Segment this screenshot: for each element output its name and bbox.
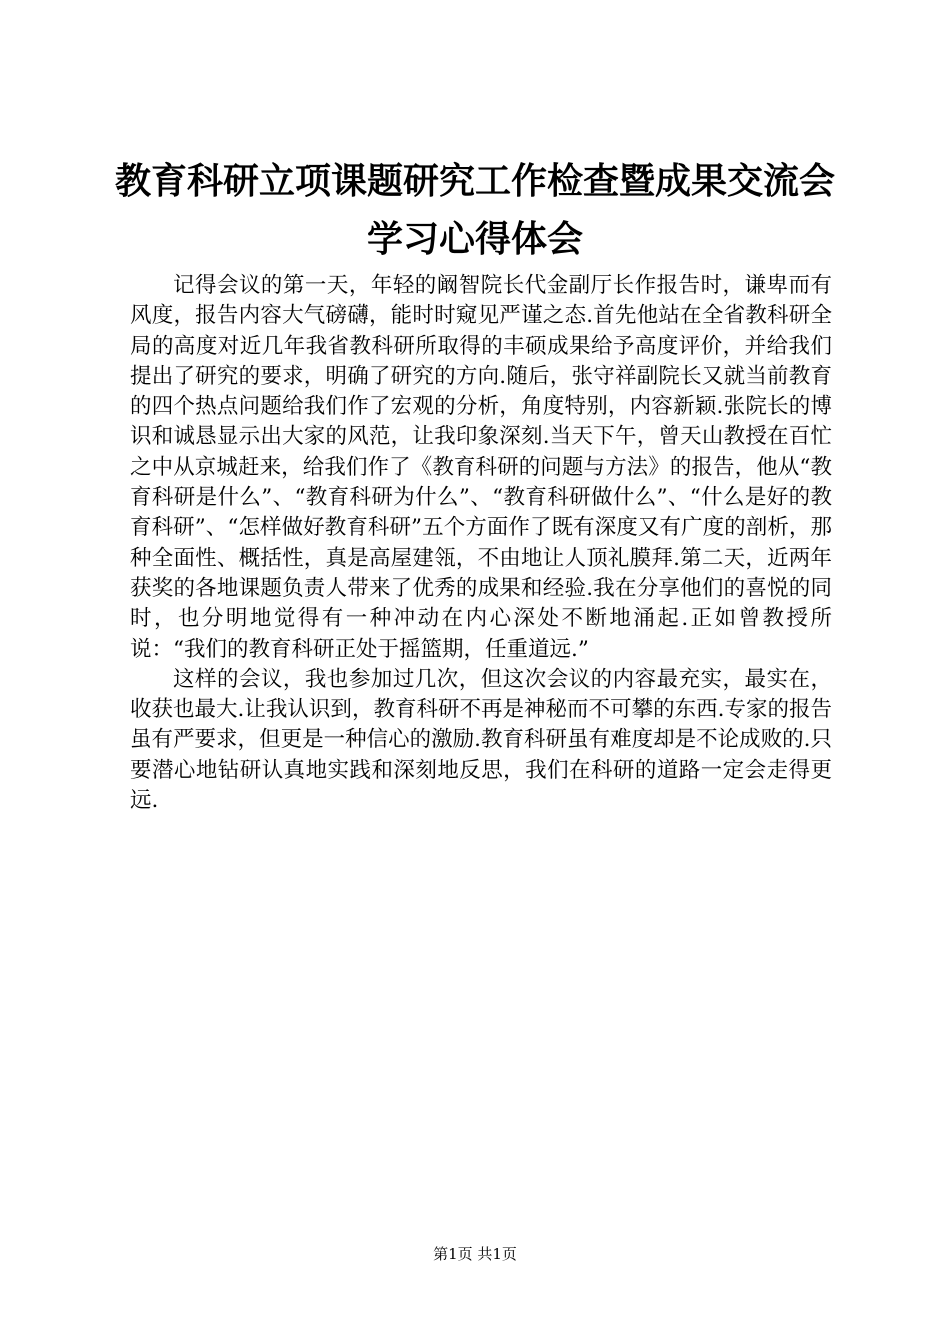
paragraph: 这样的会议，我也参加过几次，但这次会议的内容最充实，最实在，收获也最大.让我认识到，教育科研不再是神秘而不可攀的东西.专家的报告虽有严要求，但更是一种信心的激励.教育科研虽有难度却是不论成败的.只要潜心地钻研认真地实践和深刻地反思，我们在科研的道路一定会走得更远. <box>130 666 832 814</box>
paragraph: 记得会议的第一天，年轻的阚智院长代金副厅长作报告时，谦卑而有风度，报告内容大气磅礴，能时时窥见严谨之态.首先他站在全省教科研全局的高度对近几年我省教科研所取得的丰硕成果给予高度评价，并给我们提出了研究的要求，明确了研究的方向.随后，张守祥副院长又就当前教育的四个热点问题给我们作了宏观的分析，角度特别，内容新颖.张院长的博识和诚恳显示出大家的风范，让我印象深刻.当天下午，曾天山教授在百忙之中从京城赶来，给我们作了《教育科研的问题与方法》的报告，他从“教育科研是什么”、“教育科研为什么”、“教育科研做什么”、“什么是好的教育科研”、“怎样做好教育科研”五个方面作了既有深度又有广度的剖析，那种全面性、概括性，真是高屋建瓴，不由地让人顶礼膜拜.第二天，近两年获奖的各地课题负责人带来了优秀的成果和经验.我在分享他们的喜悦的同时，也分明地觉得有一种冲动在内心深处不断地涌起.正如曾教授所说：“我们的教育科研正处于摇篮期，任重道远.” <box>130 273 832 662</box>
page-footer: 第1页 共1页 <box>433 1245 517 1263</box>
document-title-line-1: 教育科研立项课题研究工作检查暨成果交流会 <box>114 161 835 202</box>
document-title-line-2: 学习心得体会 <box>366 219 583 260</box>
document-body <box>130 271 832 816</box>
